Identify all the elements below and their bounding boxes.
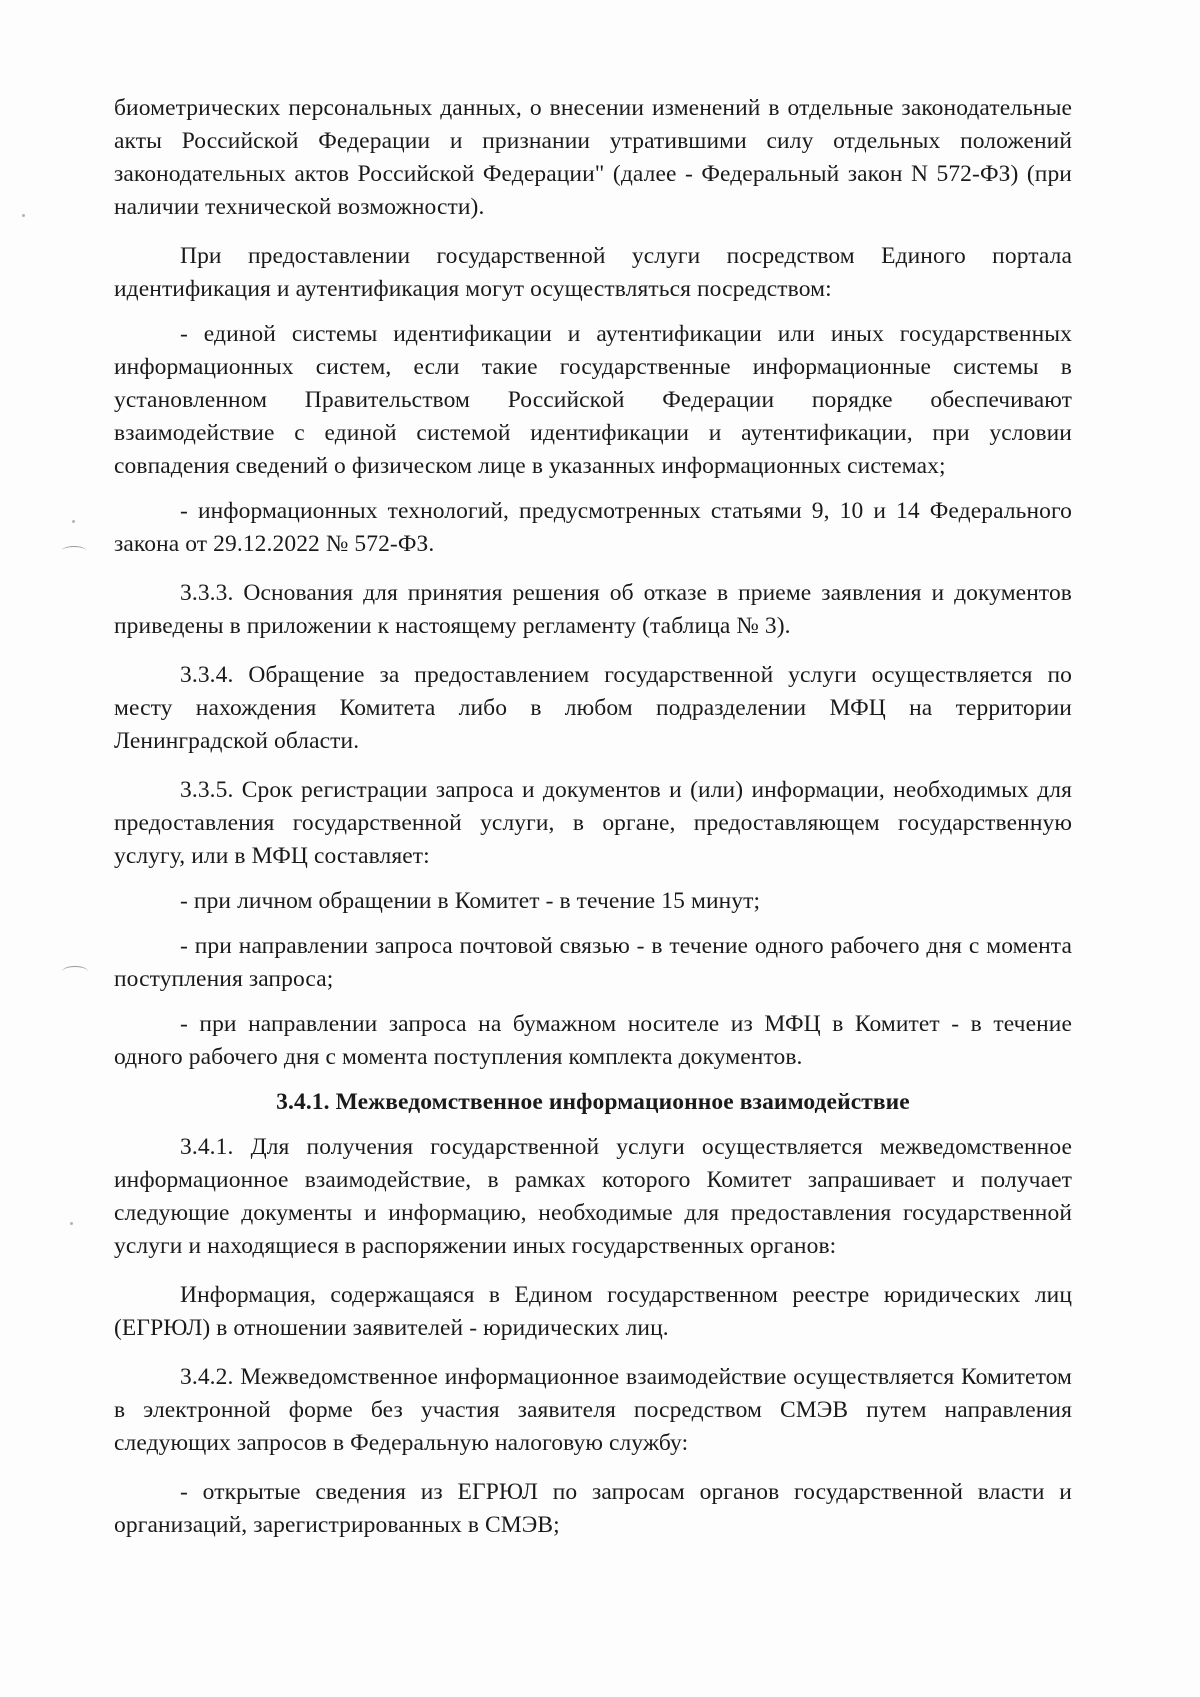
list-item-info-technologies: - информационных технологий, предусмотренных статьями 9, 10 и 14 Федерального закона от 29.12.2022 № 572-ФЗ. [114, 498, 1072, 557]
list-item-mfc-paper: - при направлении запроса на бумажном носителе из МФЦ в Комитет - в течение одного рабочего дня с момента поступления комплекта документов. [114, 1011, 1072, 1070]
scan-artifact-dot [22, 214, 25, 217]
scan-artifact-dot [72, 520, 75, 523]
list-item-esia: - единой системы идентификации и аутентификации или иных государственных информационных систем, если такие государственные информационные системы в установленном Правительством Российской Федерации порядке обеспечивают взаимодействие с единой системой идентификации и аутентификации, при условии совпадения сведений о физическом лице в указанных информационных системах; [114, 321, 1072, 479]
paragraph-identification: При предоставлении государственной услуги посредством Единого портала идентификация и аутентификация могут осуществляться посредством: [114, 243, 1072, 302]
document-body [114, 92, 1072, 1558]
section-heading-3-4-1: 3.4.1. Межведомственное информационное взаимодействие [276, 1089, 910, 1115]
list-item-postal: - при направлении запроса почтовой связью - в течение одного рабочего дня с момента поступления запроса; [114, 933, 1072, 992]
scan-artifact-mark [62, 966, 88, 977]
paragraph-continuation-572fz: биометрических персональных данных, о внесении изменений в отдельные законодательные акты Российской Федерации и признании утратившими силу отдельных положений законодательных актов Российской Федерации" (далее - Федеральный закон N 572-ФЗ) (при наличии технической возможности). [114, 95, 1072, 220]
paragraph-3-4-2: 3.4.2. Межведомственное информационное взаимодействие осуществляется Комитетом в электронной форме без участия заявителя посредством СМЭВ путем направления следующих запросов в Федеральную налоговую службу: [114, 1364, 1072, 1456]
scan-artifact-dot [70, 1222, 73, 1225]
list-item-personal-visit: - при личном обращении в Комитет - в течение 15 минут; [180, 888, 761, 914]
paragraph-3-3-4: 3.3.4. Обращение за предоставлением государственной услуги осуществляется по месту нахождения Комитета либо в любом подразделении МФЦ на территории Ленинградской области. [114, 662, 1072, 754]
scan-artifact-mark [62, 546, 86, 555]
paragraph-3-4-1: 3.4.1. Для получения государственной услуги осуществляется межведомственное информационное взаимодействие, в рамках которого Комитет запрашивает и получает следующие документы и информацию, необходимые для предоставления государственной услуги и находящиеся в распоряжении иных государственных органов: [114, 1134, 1072, 1259]
paragraph-3-3-3: 3.3.3. Основания для принятия решения об отказе в приеме заявления и документов приведены в приложении к настоящему регламенту (таблица № 3). [114, 580, 1072, 639]
list-item-egrul-open-data: - открытые сведения из ЕГРЮЛ по запросам органов государственной власти и организаций, зарегистрированных в СМЭВ; [114, 1479, 1072, 1538]
paragraph-3-3-5: 3.3.5. Срок регистрации запроса и документов и (или) информации, необходимых для предоставления государственной услуги, в органе, предоставляющем государственную услугу, или в МФЦ составляет: [114, 777, 1072, 869]
paragraph-egrul-info: Информация, содержащаяся в Едином государственном реестре юридических лиц (ЕГРЮЛ) в отношении заявителей - юридических лиц. [114, 1282, 1072, 1341]
